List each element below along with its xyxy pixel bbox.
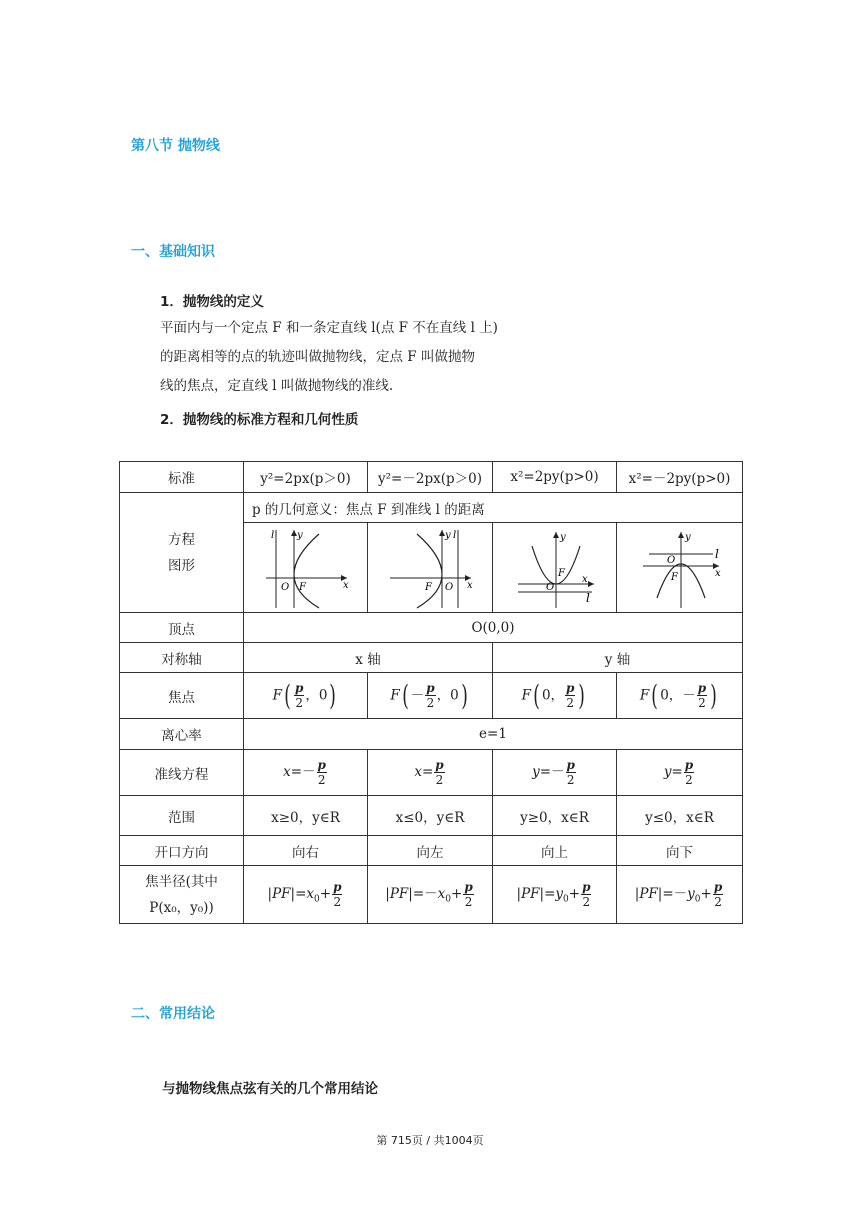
graph-up bbox=[493, 523, 617, 613]
opening-down: 向下 bbox=[617, 836, 743, 866]
directrix-down: y= $\frac{p}{2}$ bbox=[617, 750, 743, 796]
svg-text:O: O bbox=[445, 581, 454, 593]
focal-radius-up: $|PF|=y_0+$ $\frac{p}{2}$ bbox=[493, 866, 617, 924]
definition-line-3: 线的焦点，定直线 l 叫做抛物线的准线. bbox=[160, 378, 394, 394]
directrix-label: 准线方程 bbox=[120, 750, 244, 796]
opening-label: 开口方向 bbox=[120, 836, 244, 866]
axis-label: 对称轴 bbox=[120, 643, 244, 673]
opening-up: 向上 bbox=[493, 836, 617, 866]
opening-right: 向右 bbox=[244, 836, 368, 866]
range-left: x≤0，y∈R bbox=[368, 796, 493, 836]
equation-right: y²=2px(p＞0) bbox=[244, 462, 368, 493]
focus-left: F( － $\frac{p}{2}$ ，0) bbox=[368, 673, 493, 719]
axis-y: y 轴 bbox=[493, 643, 743, 673]
svg-text:F: F bbox=[298, 581, 306, 593]
svg-text:l: l bbox=[270, 529, 274, 541]
equation-down: x²=－2py(p>0) bbox=[617, 462, 743, 493]
svg-text:x: x bbox=[714, 567, 721, 579]
section-title: 第八节 抛物线 bbox=[131, 138, 220, 154]
directrix-left: x= $\frac{p}{2}$ bbox=[368, 750, 493, 796]
graph-left bbox=[368, 523, 493, 613]
focus-label: 焦点 bbox=[120, 673, 244, 719]
opening-left: 向左 bbox=[368, 836, 493, 866]
figure-label bbox=[120, 493, 244, 613]
range-right: x≥0，y∈R bbox=[244, 796, 368, 836]
focal-radius-left: $|PF|=-x_0+$ $\frac{p}{2}$ bbox=[368, 866, 493, 924]
eccentricity-label: 离心率 bbox=[120, 719, 244, 750]
definition-line-1: 平面内与一个定点 F 和一条定直线 l(点 F 不在直线 l 上) bbox=[160, 320, 498, 336]
eccentricity-value: e=1 bbox=[244, 719, 743, 750]
axis-x: x 轴 bbox=[244, 643, 493, 673]
svg-text:O: O bbox=[666, 554, 675, 566]
figure-label-line-2: 图形 bbox=[168, 557, 195, 574]
focus-up: F( 0， $\frac{p}{2}$ ) bbox=[493, 673, 617, 719]
definition-text bbox=[160, 314, 498, 401]
svg-text:l: l bbox=[714, 546, 719, 561]
focus-down: F( 0，－ $\frac{p}{2}$ ) bbox=[617, 673, 743, 719]
p-meaning: p 的几何意义：焦点 F 到准线 l 的距离 bbox=[244, 493, 743, 523]
focal-radius-right: $|PF|=x_0+$ $\frac{p}{2}$ bbox=[244, 866, 368, 924]
focal-radius-label bbox=[120, 866, 244, 924]
vertex-value: O(0,0) bbox=[244, 613, 743, 643]
svg-text:l: l bbox=[585, 590, 590, 605]
svg-text:O: O bbox=[280, 581, 289, 593]
svg-text:O: O bbox=[545, 581, 554, 593]
svg-text:l: l bbox=[453, 529, 457, 541]
part1-heading: 一、基础知识 bbox=[131, 244, 215, 260]
equation-up: x²=2py(p>0) bbox=[493, 462, 617, 493]
directrix-up: y=－ $\frac{p}{2}$ bbox=[493, 750, 617, 796]
svg-text:F: F bbox=[557, 567, 565, 579]
range-up: y≥0，x∈R bbox=[493, 796, 617, 836]
svg-text:F: F bbox=[425, 581, 432, 593]
svg-text:x: x bbox=[342, 579, 349, 591]
svg-text:y: y bbox=[296, 529, 303, 541]
range-label: 范围 bbox=[120, 796, 244, 836]
svg-text:F: F bbox=[670, 571, 678, 583]
directrix-right: x=－ $\frac{p}{2}$ bbox=[244, 750, 368, 796]
svg-text:y: y bbox=[684, 531, 691, 543]
figure-label-line-1: 方程 bbox=[168, 531, 195, 548]
focal-radius-label-line-1: 焦半径(其中 bbox=[145, 873, 218, 890]
item1-title: 1．抛物线的定义 bbox=[160, 294, 264, 310]
range-down: y≤0，x∈R bbox=[617, 796, 743, 836]
page-footer: 第 715页 / 共1004页 bbox=[376, 1134, 484, 1147]
svg-text:x: x bbox=[581, 573, 588, 585]
svg-text:x: x bbox=[467, 579, 473, 591]
graph-down bbox=[617, 523, 743, 613]
standard-label: 标准 bbox=[120, 462, 244, 493]
graph-right bbox=[244, 523, 368, 613]
item2-title: 2．抛物线的标准方程和几何性质 bbox=[160, 412, 359, 428]
part2-heading: 二、常用结论 bbox=[131, 1006, 215, 1022]
part2-sub: 与抛物线焦点弦有关的几个常用结论 bbox=[162, 1081, 378, 1097]
focal-radius-label-line-2: P(x₀，y₀)) bbox=[149, 899, 214, 916]
parabola-properties-table bbox=[119, 461, 743, 924]
svg-text:y: y bbox=[559, 531, 566, 543]
vertex-label: 顶点 bbox=[120, 613, 244, 643]
definition-line-2: 的距离相等的点的轨迹叫做抛物线，定点 F 叫做抛物 bbox=[160, 349, 475, 365]
svg-text:y: y bbox=[445, 529, 451, 541]
focal-radius-down: $|PF|=-y_0+$ $\frac{p}{2}$ bbox=[617, 866, 743, 924]
focus-right: F( $\frac{p}{2}$ ，0) bbox=[244, 673, 368, 719]
equation-left: y²=－2px(p＞0) bbox=[368, 462, 493, 493]
